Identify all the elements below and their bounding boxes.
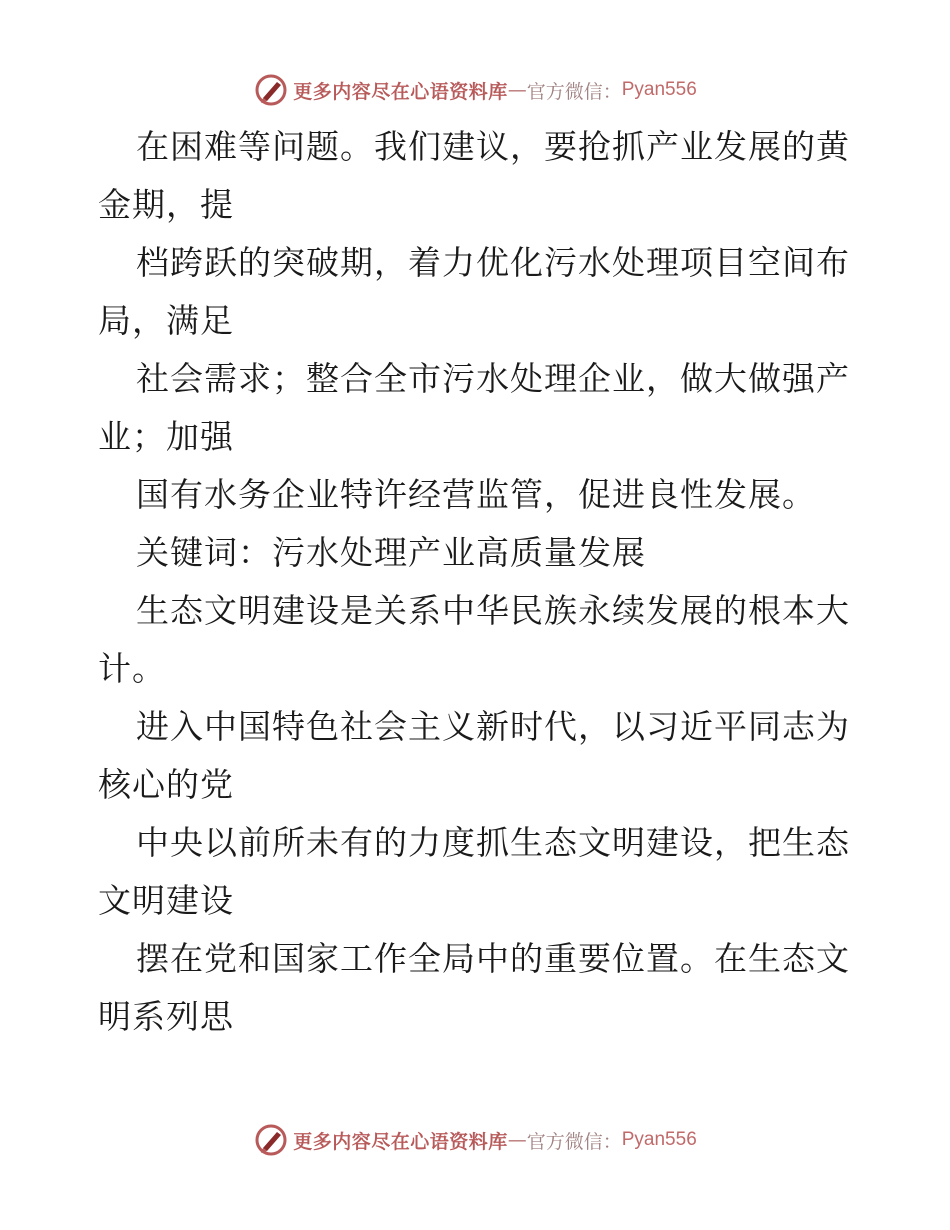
text-line: 局，满足 [98, 301, 234, 340]
text-line: 金期，提 [98, 185, 234, 224]
text-line: 核心的党 [98, 765, 234, 804]
text-line: 进入中国特色社会主义新时代，以习近平同志为 [136, 707, 850, 746]
text-line: 明系列思 [98, 997, 234, 1036]
text-line: 国有水务企业特许经营监管，促进良性发展。 [136, 475, 816, 514]
footer-watermark [0, 1120, 950, 1160]
document-body [98, 118, 858, 1046]
text-line: 中央以前所未有的力度抓生态文明建设，把生态 [136, 823, 850, 862]
text-line: 在困难等问题。我们建议，要抢抓产业发展的黄 [136, 127, 850, 166]
text-line: 文明建设 [98, 881, 234, 920]
pen-logo-icon [253, 1122, 289, 1158]
pen-logo-icon [253, 72, 289, 108]
text-line: 摆在党和国家工作全局中的重要位置。在生态文 [136, 939, 850, 978]
watermark-main-text: 更多内容尽在心语资料库 [293, 1130, 508, 1153]
watermark-sub-text: 官方微信： [526, 80, 622, 103]
watermark-id: Pyan556 [621, 1129, 697, 1150]
text-line: 档跨跃的突破期，着力优化污水处理项目空间布 [136, 243, 850, 282]
text-line: 业；加强 [98, 417, 234, 456]
header-watermark [0, 70, 950, 110]
watermark-separator: — [507, 1129, 527, 1151]
text-line: 社会需求；整合全市污水处理企业，做大做强产 [136, 359, 850, 398]
watermark-separator: — [507, 79, 527, 101]
watermark-sub-text: 官方微信： [526, 1130, 622, 1153]
watermark-id: Pyan556 [621, 79, 697, 100]
watermark-main-text: 更多内容尽在心语资料库 [293, 80, 508, 103]
text-line: 计。 [98, 649, 166, 688]
text-line: 生态文明建设是关系中华民族永续发展的根本大 [136, 591, 850, 630]
text-line: 关键词：污水处理产业高质量发展 [136, 533, 646, 572]
